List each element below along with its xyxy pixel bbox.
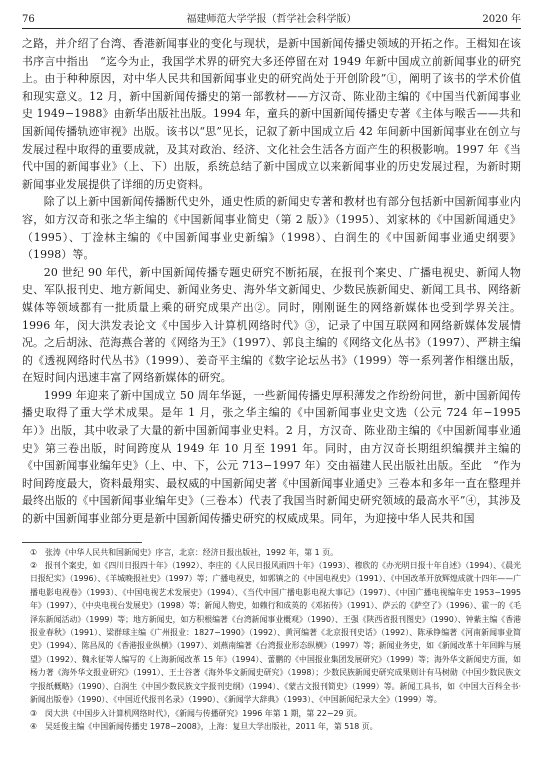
footnote: ④ 吴廷俊主编《中国新闻传播史 1978−2008》，上海：复旦大学出版社，2011 年，第 518 页。 bbox=[30, 721, 378, 731]
footnote: ② 报刊个案史，如《四川日报四十年》（1992）、李庄的《人民日报风雨四十年》（1993）、穆欣的《办光明日报十年自述》（1994）、《晨光日报纪实》（1996）、《羊城晚报社史》（1997）等；广播电视史，如郭镇之的《中国电视史》（1991）、《中国改革开放辉煌成就十四年——广播电影电视卷》（1993）、《中国电视艺术发展史》（1994）、《当代中国广播电影电视大事记》（1997）、《中国广播电视编年史 1953−1995 年》（1997）、《中央电视台发展史》（1998）等；新闻人物史，如赖行和成英的《邓拓传》（1991）、萨云的《萨空了》（1996）、霍一的《毛泽东新闻活动》（1999）等；地方新闻史，如方积根编著《台湾新闻事业概观》（1990）、王强《陕西省报刊图史》（1990）、钟紫主编《香港报业春秋》（1991）、梁群球主编《广州报业：1827−1990》（1992）、黄河编著《北京报刊史话》（1992）、陈承铮编著《河南新闻事业简史》（1994）、陈昌凤的《香港报业纵横》（1997）、刘燕南编著《台湾报业形态纵横》（1997）等；新闻业务史，如《新闻改革十年回眸与展望》（1992）、魏永征等人编写的《上海新闻改革 15 年》（1994）、蕾鹏的《中国报业集团发展研究》（1999）等；海外华文新闻史方面，如杨力著《海外华文报业研究》（1991）、王士谷著《海外华文新闻史研究》（1998）；少数民族新闻史研究成果则计有马树勋《中国少数民族文字报纸概略》（1990）、白润生《中国少数民族文字报刊史纲》（1994）、《蒙古文报刊简史》（1999）等。新闻工具书，如《中国大百科全书·新闻出版卷》（1990）、《中国近代报刊名录》（1990）、《新闻学大辞典》（1993）、《中国新闻纪录大全》（1999）等。 bbox=[30, 561, 521, 705]
body-paragraph: 20 世纪 90 年代，新中国新闻传播专题史研究不断拓展，在报刊个案史、广播电视史、新闻人物史、军队报刊史、地方新闻史、新闻业务史、海外华文新闻史、少数民族新闻史、新闻工具书、网络新媒体等领域都有一批质量上乘的研究成果产出②。同时，刚刚诞生的网络新媒体也受到学界关注。1996 年，闵大洪发表论文《中国步入计算机网络时代》③，记录了中国互联网和网络新媒体发展情况。之后胡泳、范海燕合著的《网络为王》（1997）、郭良主编的《网络文化丛书》（1997）、严耕主编的《透视网络时代丛书》（1999）、姜奇平主编的《数字论坛丛书》（1999）等一系列著作相继出版，在短时间内迅速丰富了网络新媒体的研究。 bbox=[22, 265, 521, 385]
footnote: ③ 闵大洪《中国步入计算机网络时代》，《新闻与传播研究》1996 年第 1 期，第 22−29 页。 bbox=[30, 708, 362, 718]
body-paragraph: 之路，并介绍了台湾、香港新闻事业的变化与现状，是新中国新闻传播史领域的开拓之作。王楫知在该书序言中指出 “迄今为止，我国学术界的研究大多还停留在对 1949 年新中国成立前新闻事业的研究上。由于种种原因，对中华人民共和国新闻事业史的研究尚处于开创阶段”①，阐明了该书的学术价值和现实意义。12 月，新中国新闻传播史的第一部教材——方汉奇、陈业劭主编的《中国当代新闻事业史 1949−1988》由新华出版社出版。1994 年，童兵的新中国新闻传播史专著《主体与喉舌——共和国新闻传播轨迹审视》出版。该书以“思”见长，记叙了新中国成立后 42 年间新中国新闻事业在创立与发展过程中取得的重要成就，及其对政治、经济、文化社会生活各方面产生的积极影响。1997 年《当代中国的新闻事业》（上、下）出版，系统总结了新中国成立以来新闻事业的历史发展过程，为新时期新闻事业发展提供了详细的历史资料。 bbox=[22, 37, 521, 191]
journal-title: 福建师范大学学报（哲学社会科学版） bbox=[186, 14, 357, 25]
footnotes bbox=[22, 546, 521, 734]
footnote-divider bbox=[22, 542, 142, 543]
footnote: ① 张涛《中华人民共和国新闻史》序言，北京：经济日报出版社，1992 年，第 1 页。 bbox=[30, 547, 338, 557]
publication-year: 2020 年 bbox=[482, 14, 521, 25]
page-number: 76 bbox=[22, 14, 35, 25]
body-paragraph: 除了以上新中国新闻传播断代史外，通史性质的新闻史专著和教材也有部分包括新中国新闻事业内容，如方汉奇和张之华主编的《中国新闻事业简史（第 2 版）》（1995）、刘家林的《中国新闻通史》（1995）、丁淦林主编的《中国新闻事业史新编》（1998）、白润生的《中国新闻事业通史纲要》（1998）等。 bbox=[22, 195, 521, 262]
running-header bbox=[22, 12, 521, 29]
article-body bbox=[22, 35, 521, 528]
body-paragraph: 1999 年迎来了新中国成立 50 周年华诞，一些新闻传播史厚积薄发之作纷纷问世，新中国新闻传播史取得了重大学术成果。是年 1 月，张之华主编的《中国新闻事业史文选（公元 724 年−1995 年）》出版，其中收录了大量的新中国新闻事业史料。2 月，方汉奇、陈业劭主编的《中国新闻事业通史》第三卷出版，时间跨度从 1949 年 10 月至 1991 年。同时，由方汉奇长期组织编撰并主编的《中国新闻事业编年史》（上、中、下，公元 713−1997 年）交由福建人民出版社出版。至此 “作为时间跨度最大，资料最翔实、最权威的中国新闻史著《中国新闻事业通史》三卷本和多年一直在整理并最终出版的《中国新闻事业编年史》（三卷本）代表了我国当时新闻史研究领域的最高水平”④，其涉及的新中国新闻事业部分更是新中国新闻传播史研究的权威成果。同年，为迎接中华人民共和国 bbox=[22, 388, 521, 526]
